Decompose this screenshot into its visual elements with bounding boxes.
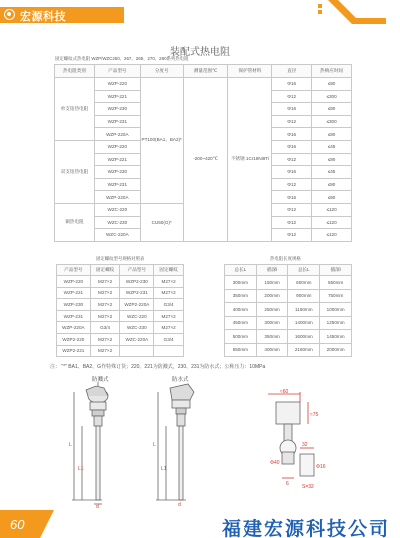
table-cell: 550mm bbox=[320, 276, 352, 290]
table-cell: 1450mm bbox=[320, 330, 352, 344]
col-header: 插深l bbox=[256, 265, 288, 276]
dim-s: S=32 bbox=[302, 484, 314, 490]
col-header: 产品型号 bbox=[120, 265, 154, 276]
table-row bbox=[57, 299, 184, 311]
table1-caption: 固定螺纹式热电阻 WZP/WZC260、267、269、270、280系列热电阻 bbox=[55, 56, 189, 61]
material-cell: 不锈钢 1Cr18Ni9Ti bbox=[228, 78, 272, 242]
length-table bbox=[224, 264, 352, 357]
splashproof-label: 防溅式 bbox=[92, 377, 109, 383]
table-row bbox=[57, 287, 184, 299]
d-label: d bbox=[96, 504, 99, 508]
table-cell: 450mm bbox=[225, 316, 257, 330]
table-cell: 900mm bbox=[288, 289, 320, 303]
dimension-drawing bbox=[262, 388, 342, 500]
table-cell: M27×2 bbox=[154, 322, 184, 334]
thread-table bbox=[56, 264, 184, 357]
table-cell: 200mm bbox=[256, 289, 288, 303]
table-cell: WZP2-231 bbox=[120, 287, 154, 299]
l-label: L bbox=[153, 442, 156, 448]
model-cell: WZP-220A bbox=[94, 128, 140, 141]
dim-d16: Φ16 bbox=[316, 464, 326, 470]
col-header: 固定螺纹 bbox=[154, 265, 184, 276]
table-row bbox=[225, 343, 352, 357]
response-cell: ≤120 bbox=[312, 216, 352, 229]
table-cell: 2160mm bbox=[288, 343, 320, 357]
table-row bbox=[55, 78, 352, 91]
table-cell: 400mm bbox=[225, 303, 257, 317]
diameter-cell: Φ16 bbox=[272, 166, 312, 179]
table-cell: WZP2-220A bbox=[120, 299, 154, 311]
page-footer bbox=[0, 510, 400, 538]
model-cell: WZP-220 bbox=[94, 140, 140, 153]
table-cell: M27×2 bbox=[90, 310, 120, 322]
table-row bbox=[225, 289, 352, 303]
diameter-cell: Φ16 bbox=[272, 78, 312, 91]
table-cell: 350mm bbox=[256, 330, 288, 344]
diameter-cell: Φ16 bbox=[272, 103, 312, 116]
l1-label: L1 bbox=[161, 466, 167, 472]
table2-caption: 固定螺纹型号规格对照表 bbox=[96, 256, 145, 261]
dim-75: ≈75 bbox=[310, 412, 319, 418]
table-cell: 550mm bbox=[225, 343, 257, 357]
brand-name: 宏源科技 bbox=[20, 11, 66, 23]
response-cell: ≤120 bbox=[312, 203, 352, 216]
table3-caption: 热电阻长度规格 bbox=[270, 256, 301, 261]
index-cell: PT100(BA1、BA2)* bbox=[140, 78, 183, 204]
model-cell: WZC-230 bbox=[94, 216, 140, 229]
table-row bbox=[225, 330, 352, 344]
response-cell: ≤90 bbox=[312, 153, 352, 166]
diameter-cell: Φ12 bbox=[272, 203, 312, 216]
col-header: 总长L bbox=[288, 265, 320, 276]
table-cell: WZP-230 bbox=[57, 299, 91, 311]
table-cell: WZP-220A bbox=[57, 322, 91, 334]
model-cell: WZP-221 bbox=[94, 153, 140, 166]
footnote: 注： "*" BA1、BA2、G作特殊订货；220、221为防溅式，230、231为防水式；公称压力：10MPa bbox=[50, 364, 266, 370]
response-cell: ≤90 bbox=[312, 78, 352, 91]
table-cell: 1600mm bbox=[288, 330, 320, 344]
diameter-cell: Φ12 bbox=[272, 178, 312, 191]
table-cell: 1400mm bbox=[288, 316, 320, 330]
col-header: 热响应时间 bbox=[312, 65, 352, 78]
model-cell: WZC-220 bbox=[94, 203, 140, 216]
table-cell: WZC-220A bbox=[120, 333, 154, 345]
col-header: 分度号 bbox=[140, 65, 183, 78]
table-row bbox=[57, 310, 184, 322]
table-cell: 350mm bbox=[225, 289, 257, 303]
d-label: d bbox=[178, 502, 181, 508]
table-row bbox=[57, 276, 184, 288]
table-cell: M27×2 bbox=[154, 276, 184, 288]
brand-logo-icon bbox=[4, 9, 15, 20]
model-cell: WZP-220A bbox=[94, 191, 140, 204]
dim-6: 6 bbox=[286, 481, 289, 487]
page-header bbox=[0, 0, 400, 28]
spec-table bbox=[54, 64, 352, 242]
col-header: 总长L bbox=[225, 265, 257, 276]
company-name: 福建宏源科技公司 bbox=[221, 518, 390, 538]
response-cell: ≤300 bbox=[312, 90, 352, 103]
table-cell: WZC-230 bbox=[120, 322, 154, 334]
response-cell: ≤300 bbox=[312, 115, 352, 128]
range-cell: -200~420℃ bbox=[183, 78, 228, 242]
table-cell: WZP2-220 bbox=[57, 333, 91, 345]
table-cell: G3/4 bbox=[154, 333, 184, 345]
table-cell: 1000mm bbox=[320, 303, 352, 317]
table-cell bbox=[120, 345, 154, 357]
table-cell: G3/4 bbox=[154, 299, 184, 311]
diameter-cell: Φ16 bbox=[272, 191, 312, 204]
dim-32: 32 bbox=[302, 442, 308, 448]
table-row bbox=[225, 276, 352, 290]
col-header: 产品型号 bbox=[57, 265, 91, 276]
diameter-cell: Φ12 bbox=[272, 229, 312, 242]
table-row bbox=[225, 316, 352, 330]
diameter-cell: Φ16 bbox=[272, 128, 312, 141]
table-cell: 400mm bbox=[256, 343, 288, 357]
table-cell: WZP-231 bbox=[57, 310, 91, 322]
response-cell: ≤45 bbox=[312, 166, 352, 179]
category-cell: 双支铂热电阻 bbox=[55, 140, 95, 203]
table-cell bbox=[154, 345, 184, 357]
model-cell: WZP-231 bbox=[94, 115, 140, 128]
table-cell: M27×2 bbox=[90, 299, 120, 311]
dim-60: ≈60 bbox=[280, 389, 289, 395]
col-header: 测量范围℃ bbox=[183, 65, 228, 78]
table-cell: WZP2-230 bbox=[120, 276, 154, 288]
col-header: 固定螺纹 bbox=[90, 265, 120, 276]
table-cell: WZC-220 bbox=[120, 310, 154, 322]
table-row bbox=[57, 322, 184, 334]
table-cell: WZP-221 bbox=[57, 287, 91, 299]
waterproof-label: 防水式 bbox=[172, 377, 189, 383]
model-cell: WZP-221 bbox=[94, 90, 140, 103]
table-cell: M27×2 bbox=[154, 287, 184, 299]
l1-label: L1 bbox=[78, 466, 84, 472]
diameter-cell: Φ12 bbox=[272, 115, 312, 128]
table-cell: M27×2 bbox=[90, 287, 120, 299]
table-cell: M27×2 bbox=[90, 345, 120, 357]
table-cell: 1250mm bbox=[320, 316, 352, 330]
col-header: 插深l bbox=[320, 265, 352, 276]
diameter-cell: Φ12 bbox=[272, 216, 312, 229]
response-cell: ≤90 bbox=[312, 178, 352, 191]
table-cell: 300mm bbox=[256, 316, 288, 330]
table-cell: 250mm bbox=[256, 303, 288, 317]
table-cell: 600mm bbox=[288, 276, 320, 290]
col-header: 保护管材料 bbox=[228, 65, 272, 78]
response-cell: ≤90 bbox=[312, 103, 352, 116]
model-cell: WZP-220 bbox=[94, 78, 140, 91]
response-cell: ≤90 bbox=[312, 191, 352, 204]
model-cell: WZC-220A bbox=[94, 229, 140, 242]
dim-d40: Φ40 bbox=[270, 460, 280, 466]
table-row bbox=[225, 303, 352, 317]
l-label: L bbox=[69, 442, 72, 448]
col-header: 产品型号 bbox=[94, 65, 140, 78]
table-cell: M27×2 bbox=[90, 333, 120, 345]
table-cell: WZP2-221 bbox=[57, 345, 91, 357]
response-cell: ≤120 bbox=[312, 229, 352, 242]
category-cell: 铜热电阻 bbox=[55, 203, 95, 241]
index-cell: CU50(G)* bbox=[140, 203, 183, 241]
table-cell: M27×2 bbox=[154, 310, 184, 322]
model-cell: WZP-231 bbox=[94, 178, 140, 191]
table-cell: 300mm bbox=[225, 276, 257, 290]
category-cell: 单支铂热电阻 bbox=[55, 78, 95, 141]
col-header: 直径 bbox=[272, 65, 312, 78]
diameter-cell: Φ16 bbox=[272, 140, 312, 153]
table-cell: 1150mm bbox=[288, 303, 320, 317]
table-cell: M27×2 bbox=[90, 276, 120, 288]
table-cell: 500mm bbox=[225, 330, 257, 344]
col-header: 热电阻类别 bbox=[55, 65, 95, 78]
model-cell: WZP-230 bbox=[94, 166, 140, 179]
header-decoration-icon bbox=[316, 0, 386, 24]
table-cell: G3/4 bbox=[90, 322, 120, 334]
page-number: 60 bbox=[10, 517, 25, 532]
response-cell: ≤90 bbox=[312, 128, 352, 141]
table-row bbox=[57, 333, 184, 345]
table-cell: WZP-220 bbox=[57, 276, 91, 288]
table-cell: 2000mm bbox=[320, 343, 352, 357]
splashproof-drawing bbox=[60, 382, 140, 508]
page-title: 装配式热电阻 bbox=[170, 47, 230, 58]
table-cell: 150mm bbox=[256, 276, 288, 290]
diameter-cell: Φ12 bbox=[272, 90, 312, 103]
model-cell: WZP-230 bbox=[94, 103, 140, 116]
table-row bbox=[57, 345, 184, 357]
waterproof-drawing bbox=[144, 382, 224, 508]
table-cell: 750mm bbox=[320, 289, 352, 303]
diameter-cell: Φ12 bbox=[272, 153, 312, 166]
response-cell: ≤45 bbox=[312, 140, 352, 153]
